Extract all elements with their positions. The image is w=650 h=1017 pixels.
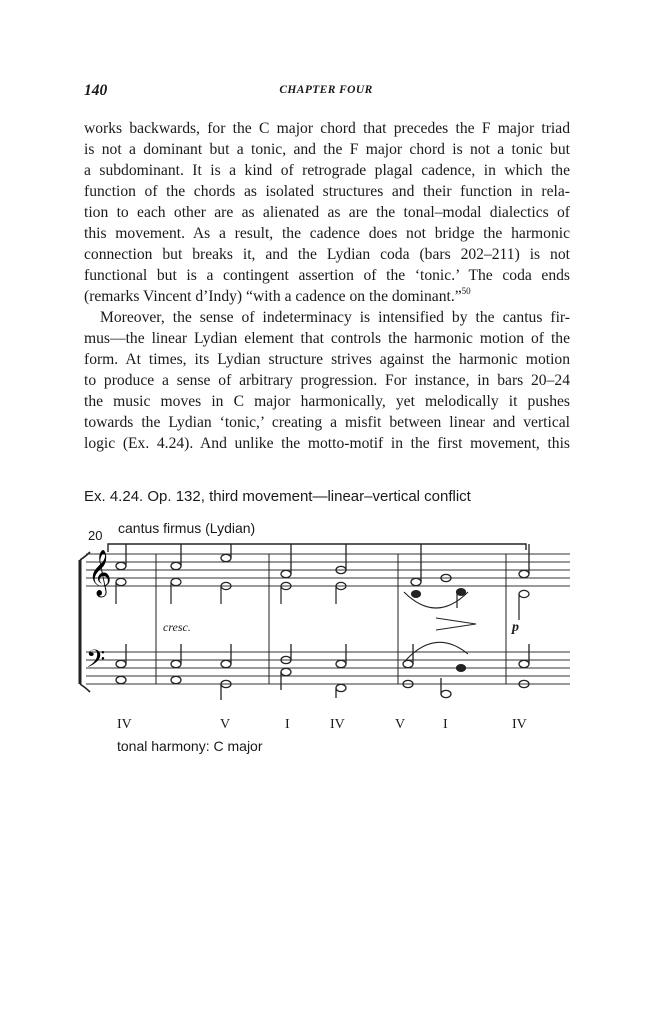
- bar-number: 20: [88, 528, 103, 543]
- text-line: Moreover, the sense of indeterminacy is intensified by the cantus fir-: [100, 309, 570, 326]
- barlines: [156, 554, 506, 684]
- text-line: connection but breaks it, and the Lydian coda (bars 202–211) is not: [84, 246, 570, 263]
- text-line: towards the Lydian ‘tonic,’ creating a misfit between linear and vertical: [84, 414, 570, 431]
- text-line: is not a dominant but a tonic, and the F major chord is not a tonic but: [84, 141, 570, 158]
- dynamic-cresc: cresc.: [163, 620, 191, 634]
- text-line-content: (remarks Vincent d’Indy) “with a cadence on the dominant.”: [84, 288, 462, 305]
- text-line: to produce a sense of arbitrary progression. For instance, in bars 20–24: [84, 372, 570, 389]
- roman-numeral: IV: [117, 717, 132, 732]
- roman-numeral: I: [285, 717, 290, 732]
- treble-lower-voice: [116, 578, 529, 620]
- text-line: mus—the linear Lydian element that controls the harmonic motion of the: [84, 330, 570, 347]
- cantus-firmus-label: cantus firmus (Lydian): [118, 520, 256, 536]
- tonal-harmony-label: tonal harmony: C major: [117, 738, 263, 754]
- text-line: functional but is a contingent assertion of the ‘tonic.’ The coda ends: [84, 267, 570, 284]
- text-line: works backwards, for the C major chord that precedes the F major triad: [84, 120, 570, 137]
- bass-clef-icon: 𝄢: [86, 645, 106, 680]
- roman-numeral: V: [395, 717, 406, 732]
- roman-numeral: V: [220, 717, 231, 732]
- example-caption: Ex. 4.24. Op. 132, third movement—linear–vertical conflict: [84, 488, 471, 505]
- cantus-firmus-bracket: [108, 544, 526, 552]
- treble-notes: [116, 544, 529, 586]
- text-line: [84, 287, 570, 308]
- treble-staff: [86, 554, 570, 586]
- running-head: CHAPTER FOUR: [279, 84, 373, 96]
- bass-staff: [86, 652, 570, 684]
- roman-numeral: IV: [330, 717, 345, 732]
- footnote-reference[interactable]: 50: [461, 286, 471, 296]
- roman-numeral: I: [443, 717, 448, 732]
- text-line: logic (Ex. 4.24). And unlike the motto-motif in the first movement, this: [84, 435, 570, 452]
- text-line: a subdominant. It is a kind of retrograde plagal cadence, in which the: [84, 162, 570, 179]
- slurs: [404, 592, 476, 660]
- treble-clef-icon: 𝄞: [88, 550, 112, 596]
- text-line: form. At times, its Lydian structure strives against the harmonic motion: [84, 351, 570, 368]
- music-example: [76, 520, 576, 700]
- roman-numeral: IV: [512, 717, 527, 732]
- text-line: the music moves in C major harmonically, yet melodically it pushes: [84, 393, 570, 410]
- dynamic-piano: p: [512, 620, 519, 635]
- text-line: tion to each other are as alienated as are the tonal–modal dialectics of: [84, 204, 570, 221]
- page-header: [84, 82, 568, 104]
- text-line: function of the chords as isolated structures and their function in rela-: [84, 183, 570, 200]
- text-line: this movement. As a result, the cadence does not bridge the harmonic: [84, 225, 570, 242]
- page-number: 140: [84, 82, 108, 99]
